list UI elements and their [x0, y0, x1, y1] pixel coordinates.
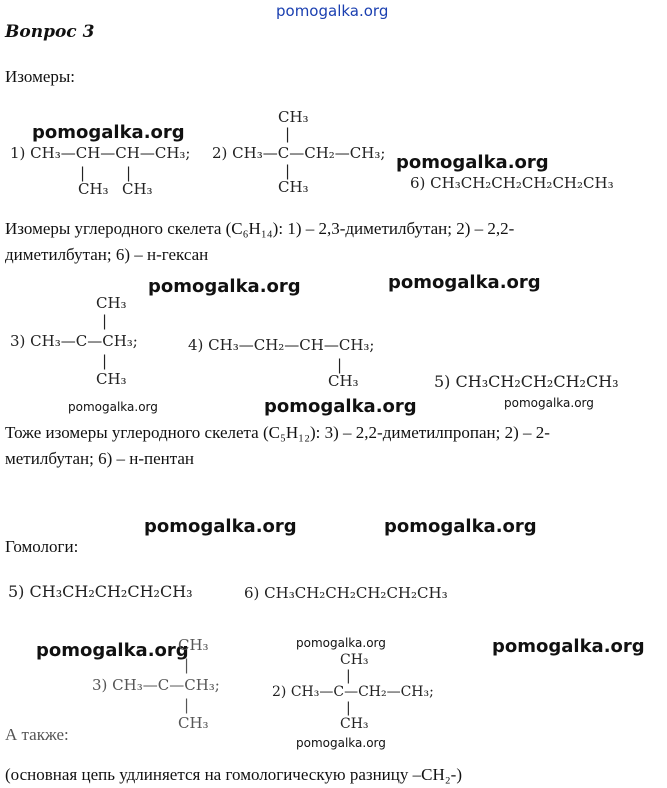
text-isomers-c6-line1: Изомеры углеродного скелета (C₆H₁₄): 1) – 2,3-диметилбутан; 2) – 2,2-	[5, 219, 515, 238]
formula-3b-main: 3) CH₃—C—CH₃;	[92, 676, 220, 694]
formula-1-substituent: CH₃	[122, 180, 153, 198]
formula-3b-top: CH₃	[178, 636, 209, 654]
formula-2-top: CH₃	[278, 108, 309, 126]
formula-3-top: CH₃	[96, 294, 127, 312]
formula-2-bottom: CH₃	[278, 178, 309, 196]
watermark: pomogalka.org	[396, 152, 549, 173]
formula-3-bottom: CH₃	[96, 370, 127, 388]
site-header[interactable]: pomogalka.org	[276, 2, 389, 20]
watermark: pomogalka.org	[504, 396, 594, 410]
formula-2-branch: |	[285, 162, 291, 180]
watermark: pomogalka.org	[144, 516, 297, 537]
formula-1-substituent: CH₃	[78, 180, 109, 198]
formula-3-branch: |	[102, 312, 108, 330]
formula-2b-main: 2) CH₃—C—CH₂—CH₃;	[272, 684, 434, 700]
formula-2b-branch: |	[346, 700, 351, 716]
watermark: pomogalka.org	[32, 122, 185, 143]
formula-1-branch: |	[126, 164, 132, 182]
watermark: pomogalka.org	[148, 276, 301, 297]
formula-5-pentane: 5) CH₃CH₂CH₂CH₂CH₃	[434, 372, 619, 391]
watermark: pomogalka.org	[388, 272, 541, 293]
section-homologs-heading: Гомологи:	[5, 537, 79, 556]
formula-6-hexane: 6) CH₃CH₂CH₂CH₂CH₂CH₃	[410, 174, 614, 192]
formula-3-main: 3) CH₃—C—CH₃;	[10, 332, 138, 350]
watermark: pomogalka.org	[492, 636, 645, 657]
formula-3-branch: |	[102, 352, 108, 370]
formula-2-main: 2) CH₃—C—CH₂—CH₃;	[212, 144, 386, 162]
formula-1-branch: |	[80, 164, 86, 182]
closing-text: (основная цепь удлиняется на гомологическую разницу –CH₂-)	[5, 765, 462, 784]
formula-3b-branch: |	[184, 696, 190, 714]
question-title: Вопрос 3	[5, 22, 95, 42]
formula-2b-branch: |	[346, 668, 351, 684]
formula-4-bottom: CH₃	[328, 372, 359, 390]
also-label: А также:	[5, 725, 69, 744]
watermark: pomogalka.org	[296, 636, 386, 650]
formula-3b-branch: |	[184, 656, 190, 674]
text-isomers-c6-line2: диметилбутан; 6) – н-гексан	[5, 245, 209, 264]
formula-3b-bottom: CH₃	[178, 714, 209, 732]
watermark: pomogalka.org	[264, 396, 417, 417]
watermark: pomogalka.org	[384, 516, 537, 537]
formula-4-main: 4) CH₃—CH₂—CH—CH₃;	[188, 336, 375, 354]
formula-2-branch: |	[285, 125, 291, 143]
section-isomers-heading: Изомеры:	[5, 67, 76, 86]
watermark: pomogalka.org	[68, 400, 158, 414]
formula-4-branch: |	[337, 356, 343, 374]
formula-2b-top: CH₃	[340, 652, 369, 668]
watermark: pomogalka.org	[296, 736, 386, 750]
formula-6-hexane-homolog: 6) CH₃CH₂CH₂CH₂CH₂CH₃	[244, 584, 448, 602]
formula-2b-bottom: CH₃	[340, 716, 369, 732]
formula-5-pentane-homolog: 5) CH₃CH₂CH₂CH₂CH₃	[8, 582, 193, 601]
text-isomers-c5-line2: метилбутан; 6) – н-пентан	[5, 449, 195, 468]
watermark: pomogalka.org	[36, 640, 189, 661]
formula-1-main: 1) CH₃—CH—CH—CH₃;	[10, 144, 191, 162]
text-isomers-c5-line1: Тоже изомеры углеродного скелета (C₅H₁₂): 3) – 2,2-диметилпропан; 2) – 2-	[5, 423, 550, 442]
